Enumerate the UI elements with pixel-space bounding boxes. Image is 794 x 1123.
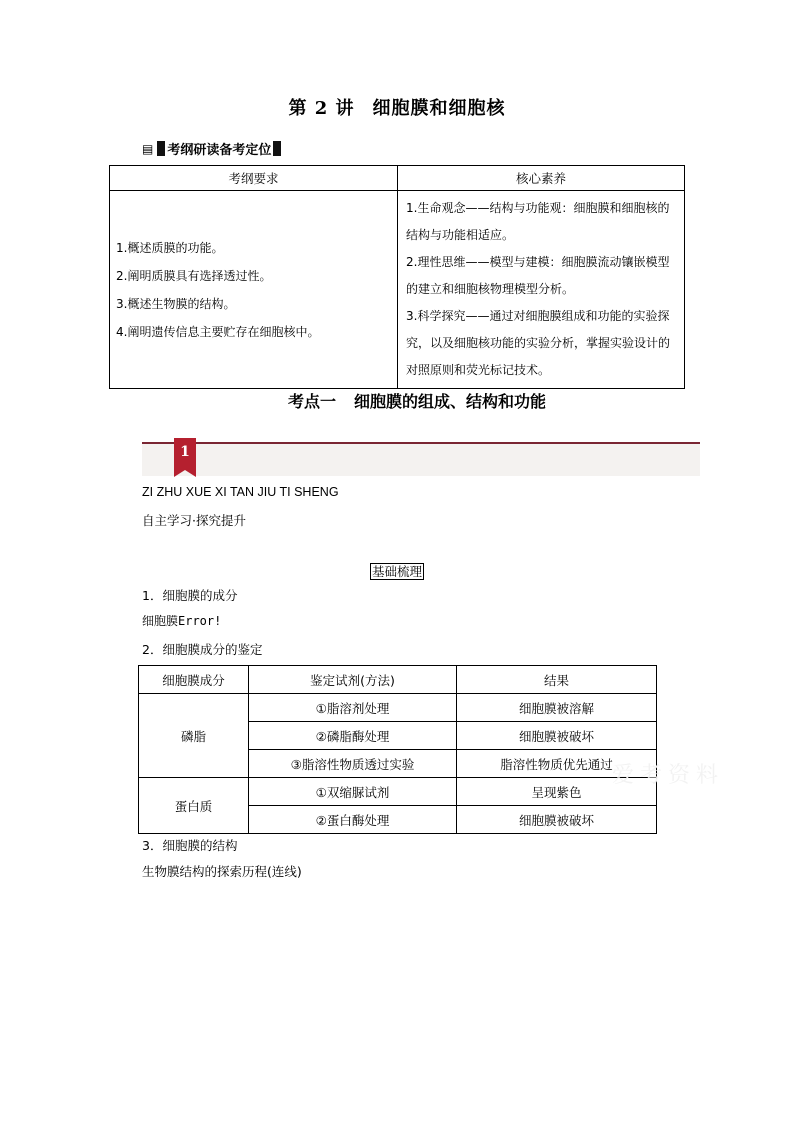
header-core-literacy: 核心素养 [398, 166, 685, 191]
banner-number: 1 [180, 444, 190, 460]
header-component: 细胞膜成分 [139, 666, 249, 694]
basics-heading [0, 562, 794, 580]
paragraph-membrane-components: 1．细胞膜的成分 [142, 588, 238, 603]
method-cell: ①双缩脲试剂 [249, 778, 457, 806]
header-requirements: 考纲要求 [110, 166, 398, 191]
requirement-item: 2.阐明质膜具有选择透过性。 [116, 268, 272, 283]
table-row [139, 778, 657, 806]
banner-rule [142, 442, 700, 444]
table-row [139, 694, 657, 722]
kaodian-topic: 细胞膜的组成、结构和功能 [354, 392, 547, 411]
table-row [139, 666, 657, 694]
result-cell: 细胞膜被破坏 [457, 806, 657, 834]
book-icon: ▤ [142, 141, 154, 156]
method-cell: ②磷脂酶处理 [249, 722, 457, 750]
subtitle: 自主学习·探究提升 [142, 513, 246, 528]
kaodian-title [0, 389, 794, 412]
banner-background [142, 442, 700, 476]
method-cell: ①脂溶剂处理 [249, 694, 457, 722]
lecture-number: 第 2 讲 [288, 98, 355, 119]
result-cell: 细胞膜被破坏 [457, 722, 657, 750]
pinyin-subtitle: ZI ZHU XUE XI TAN JIU TI SHENG [142, 485, 339, 499]
result-cell: 脂溶性物质优先通过 [457, 750, 657, 778]
identification-table [138, 665, 657, 834]
section-heading [142, 139, 283, 158]
page-title [0, 94, 794, 120]
requirement-item: 1.概述质膜的功能。 [116, 240, 224, 255]
result-cell: 呈现紫色 [457, 778, 657, 806]
basics-label: 基础梳理 [371, 564, 422, 579]
component-cell: 磷脂 [139, 694, 249, 778]
method-cell: ③脂溶性物质透过实验 [249, 750, 457, 778]
section-banner [142, 438, 700, 476]
core-item: 2.理性思维——模型与建模：细胞膜流动镶嵌模型的建立和细胞核物理模型分析。 [406, 255, 670, 296]
section-heading-label: 考纲研读备考定位 [167, 143, 272, 158]
paragraph-error: 细胞膜Error! [142, 614, 222, 628]
core-literacy-cell [398, 191, 685, 389]
heading-bar-left [157, 141, 165, 156]
watermark: 爱考资料 [612, 763, 725, 788]
requirement-item: 3.概述生物膜的结构。 [116, 296, 236, 311]
result-cell: 细胞膜被溶解 [457, 694, 657, 722]
lecture-topic: 细胞膜和细胞核 [372, 98, 506, 119]
method-cell: ②蛋白酶处理 [249, 806, 457, 834]
component-cell: 蛋白质 [139, 778, 249, 834]
header-method: 鉴定试剂(方法) [249, 666, 457, 694]
requirement-item: 4.阐明遗传信息主要贮存在细胞核中。 [116, 324, 320, 339]
paragraph-identification: 2．细胞膜成分的鉴定 [142, 642, 263, 657]
syllabus-table [109, 165, 685, 389]
paragraph-exploration-history: 生物膜结构的探索历程(连线) [142, 864, 302, 879]
core-item: 1.生命观念——结构与功能观：细胞膜和细胞核的结构与功能相适应。 [406, 201, 670, 242]
paragraph-membrane-structure: 3．细胞膜的结构 [142, 838, 238, 853]
core-item: 3.科学探究——通过对细胞膜组成和功能的实验探究，以及细胞核功能的实验分析，掌握实验设计的对照原则和荧光标记技术。 [406, 309, 671, 377]
kaodian-number: 考点一 [287, 392, 336, 411]
requirements-cell [110, 191, 398, 389]
heading-bar-right [273, 141, 281, 156]
header-result: 结果 [457, 666, 657, 694]
